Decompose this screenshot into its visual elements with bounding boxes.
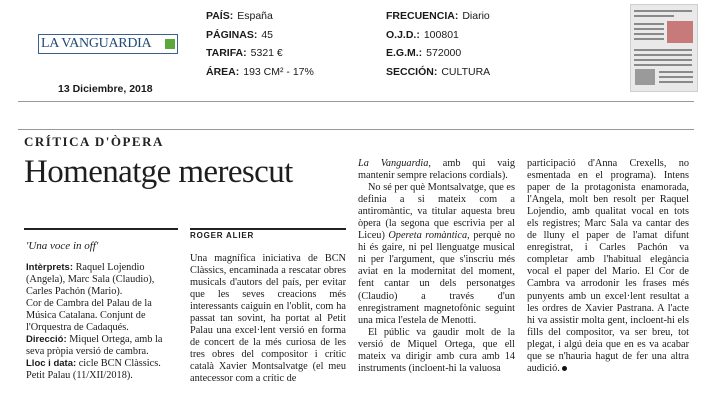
publication-date: 13 Diciembre, 2018	[58, 83, 153, 95]
byline: ROGER ALIER	[190, 231, 255, 240]
newspaper-logo	[38, 34, 178, 54]
factbox-rule	[24, 228, 178, 230]
section-top-divider	[18, 129, 694, 130]
header-divider	[18, 101, 694, 102]
body-paragraph: No sé per què Montsalvatge, que es definia a si mateix com a antiromàntic, va titular aquesta breu òpera (la segona que escrivia per al Liceu) Opereta romàntica, perquè no hi és gaire, ni pel llenguatge musical ni per l'argument, que s'inscriu més aviat en la modernitat del moment, fent cantar un dels personatges (Claudio) a través d'un enregistrament magnetofònic seguint una mica l'estela de Menotti.	[358, 182, 515, 326]
factbox	[26, 262, 178, 382]
section-title: CRÍTICA D'ÒPERA	[24, 134, 164, 149]
meta-seccion: SECCIÓN: CULTURA	[386, 66, 491, 78]
meta-area: ÁREA: 193 CM² - 17%	[206, 66, 314, 78]
meta-tarifa: TARIFA: 5321 €	[206, 47, 283, 59]
body-column-4	[527, 158, 689, 375]
factbox-direccio: Direcció: Miquel Ortega, amb la seva pròpia versió de cambra.	[26, 334, 163, 358]
logo-mark-icon	[165, 39, 175, 49]
headline: Homenatge merescut	[24, 154, 293, 190]
end-of-article-icon	[562, 366, 567, 371]
meta-ojd: O.J.D.: 100801	[386, 29, 459, 41]
body-paragraph: La Vanguardia, amb qui vaig mantenir sempre relacions cordials).	[358, 158, 516, 182]
meta-pais: PAÍS: España	[206, 10, 273, 22]
body-column-2	[190, 253, 346, 386]
body-column-3	[358, 158, 515, 375]
factbox-cor: Cor de Cambra del Palau de la Música Catalana. Conjunt de l'Orquestra de Cadaqués.	[26, 298, 152, 334]
factbox-lloc: Lloc i data: cicle BCN Clàssics. Petit Palau (11/XII/2018).	[26, 358, 161, 382]
byline-rule	[190, 228, 346, 230]
meta-egm: E.G.M.: 572000	[386, 47, 462, 59]
body-paragraph: Una magnífica iniciativa de BCN Clàssics, encaminada a rescatar obres musicals d'autors del país, per evitar que les seves creacions més interessants caiguin en l'oblit, com ha passat tan sovint, ha portat al Petit Palau una excel·lent versió en forma de concert de la més curiosa de les tres obres del compositor i crític català Xavier Montsalvatge (el meu antecessor com a crític de	[190, 253, 346, 385]
meta-paginas: PÁGINAS: 45	[206, 29, 274, 41]
page-thumbnail	[630, 4, 698, 92]
meta-frecuencia: FRECUENCIA: Diario	[386, 10, 490, 22]
logo-text: LA VANGUARDIA	[41, 36, 152, 51]
body-paragraph: participació d'Anna Crexells, no esmentada en el programa). Intens paper de la protagonista enamorada, l'Angela, molt ben resolt per Raquel Lojendio, amb qualitat vocal en tots els registres; Marc Sala va cantar des de lluny el paper de l'amat difunt enregistrat, i Carles Pachón va completar amb l'habitual elegància vocal el paper del Mario. El Cor de Cambra va arrodonir les frases més punyents amb un excel·lent resultat a les ordres de Xavier Pastrana. A l'acte hi va assistir molta gent, incloent-hi els fills del compositor, va ser breu, tot plegat, i algú deia que en es va acabar que se n'hauria hagut de fer una altra audició.	[527, 158, 689, 374]
factbox-subtitle: 'Una voce in off'	[26, 240, 99, 252]
factbox-interpretes: Intèrprets: Raquel Lojendio (Angela), Marc Sala (Claudio), Carles Pachón (Mario).	[26, 262, 155, 298]
body-paragraph: El públic va gaudir molt de la versió de Miquel Ortega, que ell mateix va dirigir amb cura amb 14 instruments (incloent-hi la valuosa	[358, 326, 515, 374]
